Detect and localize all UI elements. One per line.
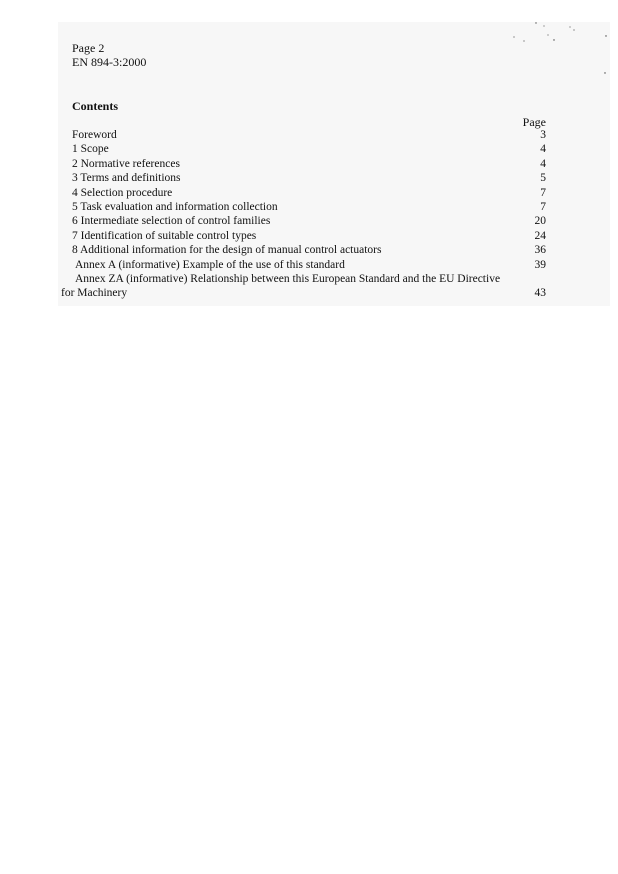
toc-entry-title: Annex A (informative) Example of the use of this standard bbox=[75, 258, 345, 271]
toc-entry-title: 6 Intermediate selection of control families bbox=[72, 215, 271, 228]
toc-entry-title: Foreword bbox=[72, 129, 117, 141]
toc-entry[interactable] bbox=[72, 142, 546, 156]
table-of-contents bbox=[61, 128, 546, 301]
toc-entry-title: 5 Task evaluation and information collection bbox=[72, 201, 278, 214]
toc-entry-page: 5 bbox=[540, 172, 546, 185]
toc-entry-page: 7 bbox=[540, 201, 546, 214]
toc-entry-title: 7 Identification of suitable control types bbox=[72, 229, 257, 242]
toc-entry-page: 4 bbox=[540, 143, 546, 156]
toc-entry[interactable] bbox=[72, 171, 546, 185]
toc-entry[interactable] bbox=[72, 243, 546, 257]
toc-entry-page: 4 bbox=[540, 157, 546, 170]
toc-entry-page: 20 bbox=[534, 215, 546, 228]
toc-entry[interactable] bbox=[72, 128, 546, 142]
page-number: Page 2 bbox=[72, 41, 105, 55]
page-column-header: Page bbox=[522, 115, 546, 129]
toc-entry-title-continued: for Machinery bbox=[61, 287, 128, 300]
toc-entry-title: 1 Scope bbox=[72, 143, 109, 156]
toc-entry[interactable] bbox=[72, 229, 546, 243]
toc-entry-page: 3 bbox=[540, 129, 546, 141]
toc-entry[interactable] bbox=[72, 157, 546, 171]
toc-entry-title: 3 Terms and definitions bbox=[72, 172, 181, 185]
toc-entry-annex-za[interactable] bbox=[72, 272, 546, 286]
toc-entry-page: 43 bbox=[534, 287, 546, 300]
toc-entry-page: 39 bbox=[534, 258, 546, 271]
page-header bbox=[72, 41, 146, 69]
toc-entry-page: 7 bbox=[540, 186, 546, 199]
toc-entry-title: 2 Normative references bbox=[72, 157, 180, 170]
toc-entry-title: Annex ZA (informative) Relationship between this European Standard and the EU Directive bbox=[75, 273, 501, 286]
toc-entry-annex-a[interactable] bbox=[72, 258, 546, 272]
scan-speckles bbox=[508, 18, 612, 80]
toc-entry-page: 36 bbox=[534, 244, 546, 257]
toc-entry[interactable] bbox=[72, 200, 546, 214]
toc-entry-title: 4 Selection procedure bbox=[72, 186, 173, 199]
toc-entry-page: 24 bbox=[534, 229, 546, 242]
toc-entry-annex-za-continued[interactable] bbox=[61, 286, 546, 300]
contents-heading: Contents bbox=[72, 99, 119, 113]
toc-entry-title: 8 Additional information for the design of manual control actuators bbox=[72, 244, 382, 257]
document-id: EN 894-3:2000 bbox=[72, 55, 147, 69]
toc-entry[interactable] bbox=[72, 186, 546, 200]
toc-entry[interactable] bbox=[72, 214, 546, 228]
